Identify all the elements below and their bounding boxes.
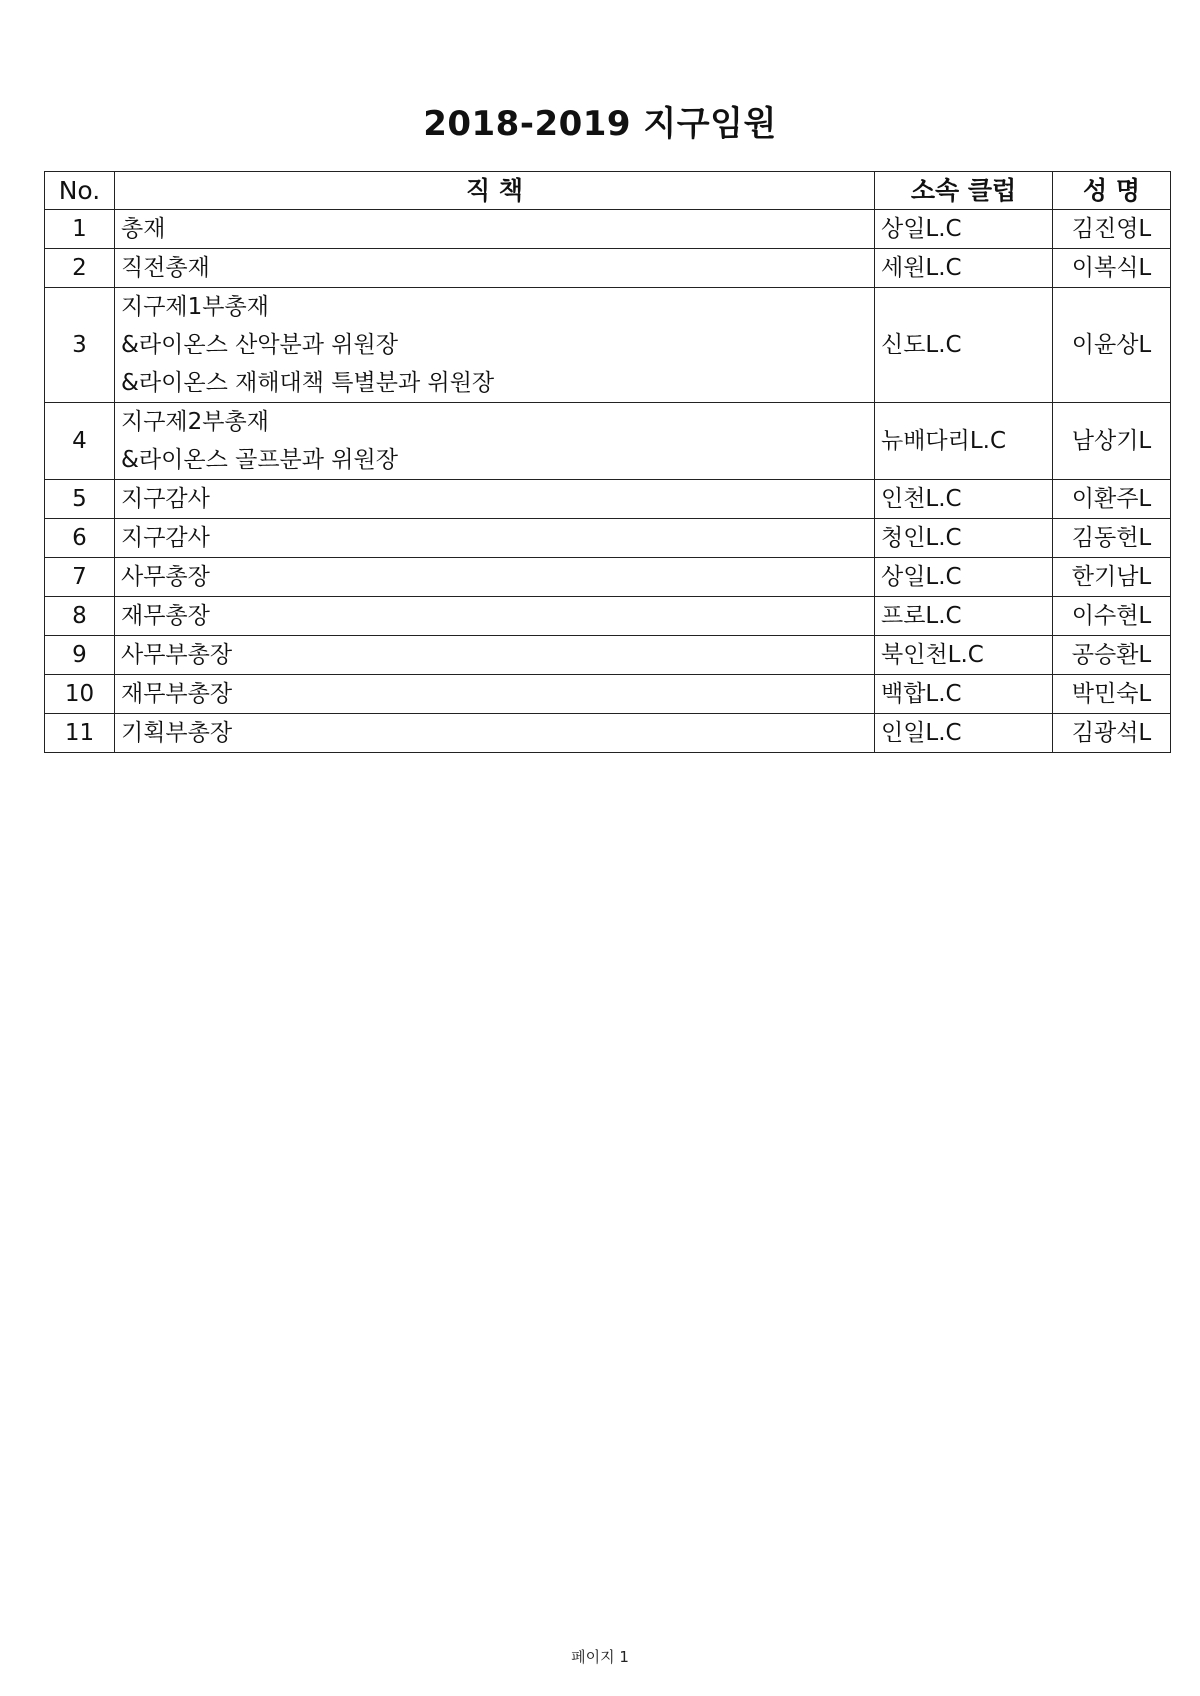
cell-name: 김광석L: [1053, 714, 1171, 753]
position-line: 사무부총장: [121, 642, 233, 668]
cell-no: 3: [45, 288, 115, 403]
cell-club: 인일L.C: [875, 714, 1053, 753]
position-line: &라이온스 재해대책 특별분과 위원장: [121, 370, 495, 396]
table-row: [45, 714, 1171, 753]
cell-club: 청인L.C: [875, 519, 1053, 558]
table-row: [45, 480, 1171, 519]
position-line: 기획부총장: [121, 720, 233, 746]
position-line: 직전총재: [121, 255, 210, 281]
cell-no: 1: [45, 210, 115, 249]
cell-club: 백합L.C: [875, 675, 1053, 714]
position-line: 지구감사: [121, 486, 210, 512]
cell-position: [115, 249, 875, 288]
cell-position: [115, 288, 875, 403]
table-row: [45, 636, 1171, 675]
cell-no: 4: [45, 403, 115, 480]
position-line: 지구제1부총재: [121, 294, 269, 320]
cell-name: 김진영L: [1053, 210, 1171, 249]
cell-no: 5: [45, 480, 115, 519]
cell-club: 프로L.C: [875, 597, 1053, 636]
header-name: 성 명: [1053, 172, 1171, 210]
table-row: [45, 288, 1171, 403]
header-position: 직 책: [115, 172, 875, 210]
cell-club: 신도L.C: [875, 288, 1053, 403]
cell-no: 10: [45, 675, 115, 714]
cell-name: 한기남L: [1053, 558, 1171, 597]
page-title: 2018-2019 지구임원: [423, 104, 777, 144]
officers-table: [44, 171, 1171, 753]
cell-name: 이환주L: [1053, 480, 1171, 519]
position-line: 지구제2부총재: [121, 409, 269, 435]
table-row: [45, 210, 1171, 249]
position-line: 총재: [121, 216, 166, 242]
page-number: 페이지 1: [571, 1648, 629, 1666]
cell-club: 상일L.C: [875, 210, 1053, 249]
table-body: [45, 210, 1171, 753]
cell-club: 뉴배다리L.C: [875, 403, 1053, 480]
cell-name: 이복식L: [1053, 249, 1171, 288]
cell-club: 인천L.C: [875, 480, 1053, 519]
cell-name: 김동헌L: [1053, 519, 1171, 558]
cell-position: [115, 714, 875, 753]
table-row: [45, 519, 1171, 558]
cell-position: [115, 636, 875, 675]
cell-position: [115, 558, 875, 597]
cell-name: 이윤상L: [1053, 288, 1171, 403]
cell-position: [115, 675, 875, 714]
cell-club: 상일L.C: [875, 558, 1053, 597]
cell-position: [115, 519, 875, 558]
position-line: 사무총장: [121, 564, 210, 590]
cell-position: [115, 480, 875, 519]
cell-no: 7: [45, 558, 115, 597]
header-club: 소속 클럽: [875, 172, 1053, 210]
table-row: [45, 597, 1171, 636]
table-row: [45, 558, 1171, 597]
position-line: &라이온스 산악분과 위원장: [121, 332, 398, 358]
cell-position: [115, 403, 875, 480]
position-line: 재무총장: [121, 603, 210, 629]
position-line: &라이온스 골프분과 위원장: [121, 447, 398, 473]
cell-name: 남상기L: [1053, 403, 1171, 480]
cell-club: 세원L.C: [875, 249, 1053, 288]
table-row: [45, 403, 1171, 480]
cell-position: [115, 597, 875, 636]
cell-club: 북인천L.C: [875, 636, 1053, 675]
table-header-row: [45, 172, 1171, 210]
header-no: No.: [45, 172, 115, 210]
cell-no: 9: [45, 636, 115, 675]
cell-name: 이수현L: [1053, 597, 1171, 636]
table-row: [45, 675, 1171, 714]
cell-no: 8: [45, 597, 115, 636]
position-line: 지구감사: [121, 525, 210, 551]
cell-name: 공승환L: [1053, 636, 1171, 675]
cell-no: 11: [45, 714, 115, 753]
cell-no: 6: [45, 519, 115, 558]
table-row: [45, 249, 1171, 288]
cell-no: 2: [45, 249, 115, 288]
cell-position: [115, 210, 875, 249]
position-line: 재무부총장: [121, 681, 233, 707]
cell-name: 박민숙L: [1053, 675, 1171, 714]
